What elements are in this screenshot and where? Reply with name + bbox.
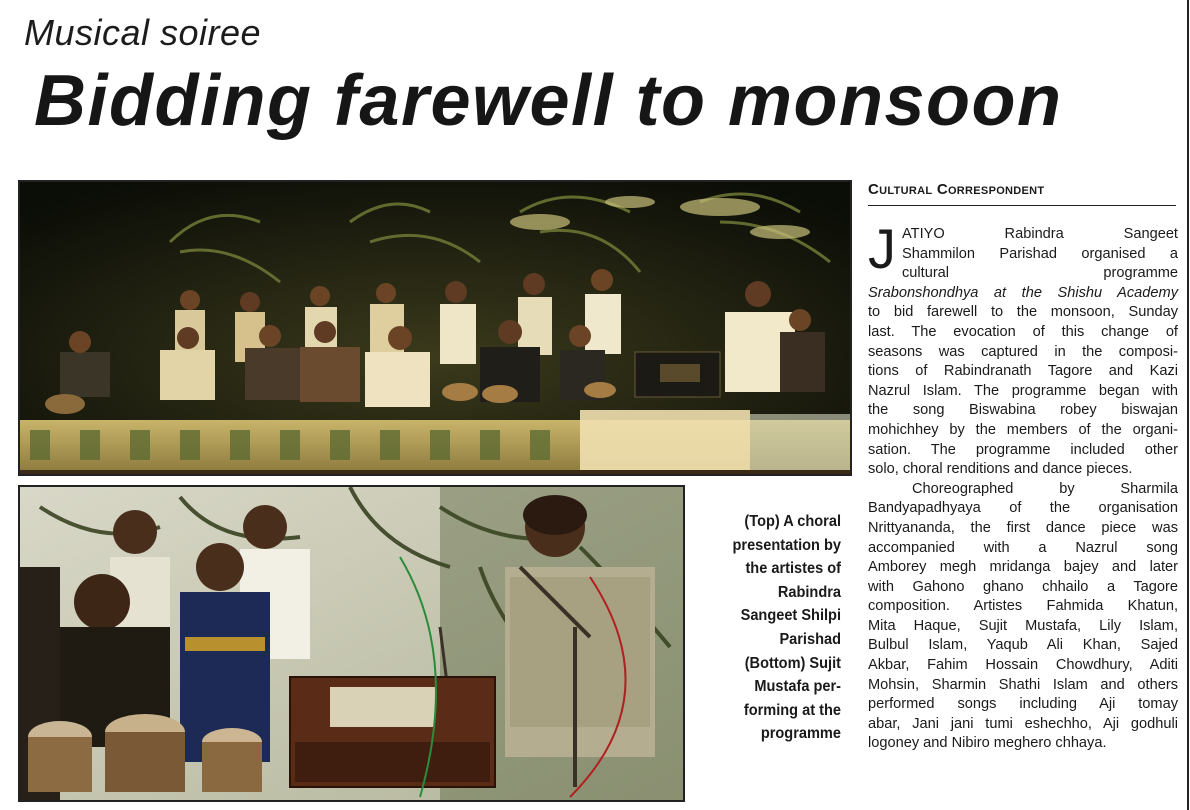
drop-cap: J (868, 217, 896, 280)
article-line: performed songs including Aji tomay (868, 696, 1178, 713)
article-line: Bandyapadhyaya of the organisation (868, 500, 1178, 517)
article-line: Srabonshondhya at the Shishu Academy (868, 284, 1178, 301)
article-line: the song Biswabina robey biswajan (868, 402, 1178, 419)
soloist-performance-illustration (20, 487, 683, 800)
byline-rule (868, 205, 1176, 206)
caption-line: (Bottom) Sujit (744, 654, 841, 672)
caption-line: programme (760, 725, 841, 743)
article-line: composition. Artistes Fahmida Khatun, (868, 598, 1178, 615)
article-line: Amborey megh mridanga bajey and later (868, 559, 1178, 576)
article-line: solo, choral renditions and dance pieces. (868, 461, 1133, 478)
byline: Cultural Correspondent (868, 181, 1045, 198)
article-line: ATIYO Rabindra Sangeet (902, 226, 1178, 242)
article-line: accompanied with a Nazrul song (868, 539, 1178, 556)
article-line: Shammilon Parishad organised a (902, 245, 1178, 262)
sujit-mustafa-photo (18, 485, 685, 802)
caption-line: Sangeet Shilpi (740, 607, 841, 625)
article-line: last. The evocation of this change of (868, 323, 1178, 340)
choral-performance-photo (18, 180, 852, 476)
page-edge-rule (1187, 0, 1189, 810)
article-line: Nrittyananda, the first dance piece was (868, 519, 1178, 536)
choral-performance-illustration (20, 182, 850, 474)
article-line: logoney and Nibiro meghero chhaya. (868, 735, 1107, 752)
article-line: Bulbul Islam, Yaqub Ali Khan, Sajed (868, 637, 1178, 654)
caption-line: (Top) A choral (744, 513, 841, 530)
article-line: to bid farewell to the monsoon, Sunday (868, 304, 1178, 321)
photo-caption (697, 510, 841, 746)
article-line: cultural programme (902, 265, 1178, 282)
caption-line: Parishad (779, 630, 841, 648)
kicker: Musical soiree (24, 12, 262, 53)
article-line: Nazrul Islam. The programme began with (868, 382, 1178, 399)
article-line: sation. The programme included other (868, 441, 1178, 458)
article-line: Choreographed by Sharmila (912, 480, 1178, 497)
headline: Bidding farewell to monsoon (34, 61, 1063, 141)
caption-line: Mustafa per- (754, 678, 841, 696)
caption-line: forming at the (743, 701, 841, 719)
article-line: tions of Rabindranath Tagore and Kazi (868, 363, 1178, 380)
article-line: abar, Jani jani tumi eshechho, Aji godhuli (868, 715, 1178, 732)
article-line: with Gahono ghano chhailo a Tagore (868, 578, 1178, 595)
caption-line: presentation by (732, 536, 841, 554)
article-body (868, 217, 1178, 754)
article-line: Akbar, Fahim Hossain Chowdhury, Aditi (868, 657, 1178, 674)
caption-line: Rabindra (777, 583, 841, 601)
caption-line: the artistes of (745, 560, 841, 578)
article-line: Mita Haque, Sujit Mustafa, Lily Islam, (868, 617, 1178, 634)
article-line: mohichhey by the members of the organi- (868, 421, 1178, 438)
article-line: Mohsin, Sharmin Shathi Islam and others (868, 676, 1178, 693)
article-line: seasons was captured in the composi- (868, 343, 1178, 360)
